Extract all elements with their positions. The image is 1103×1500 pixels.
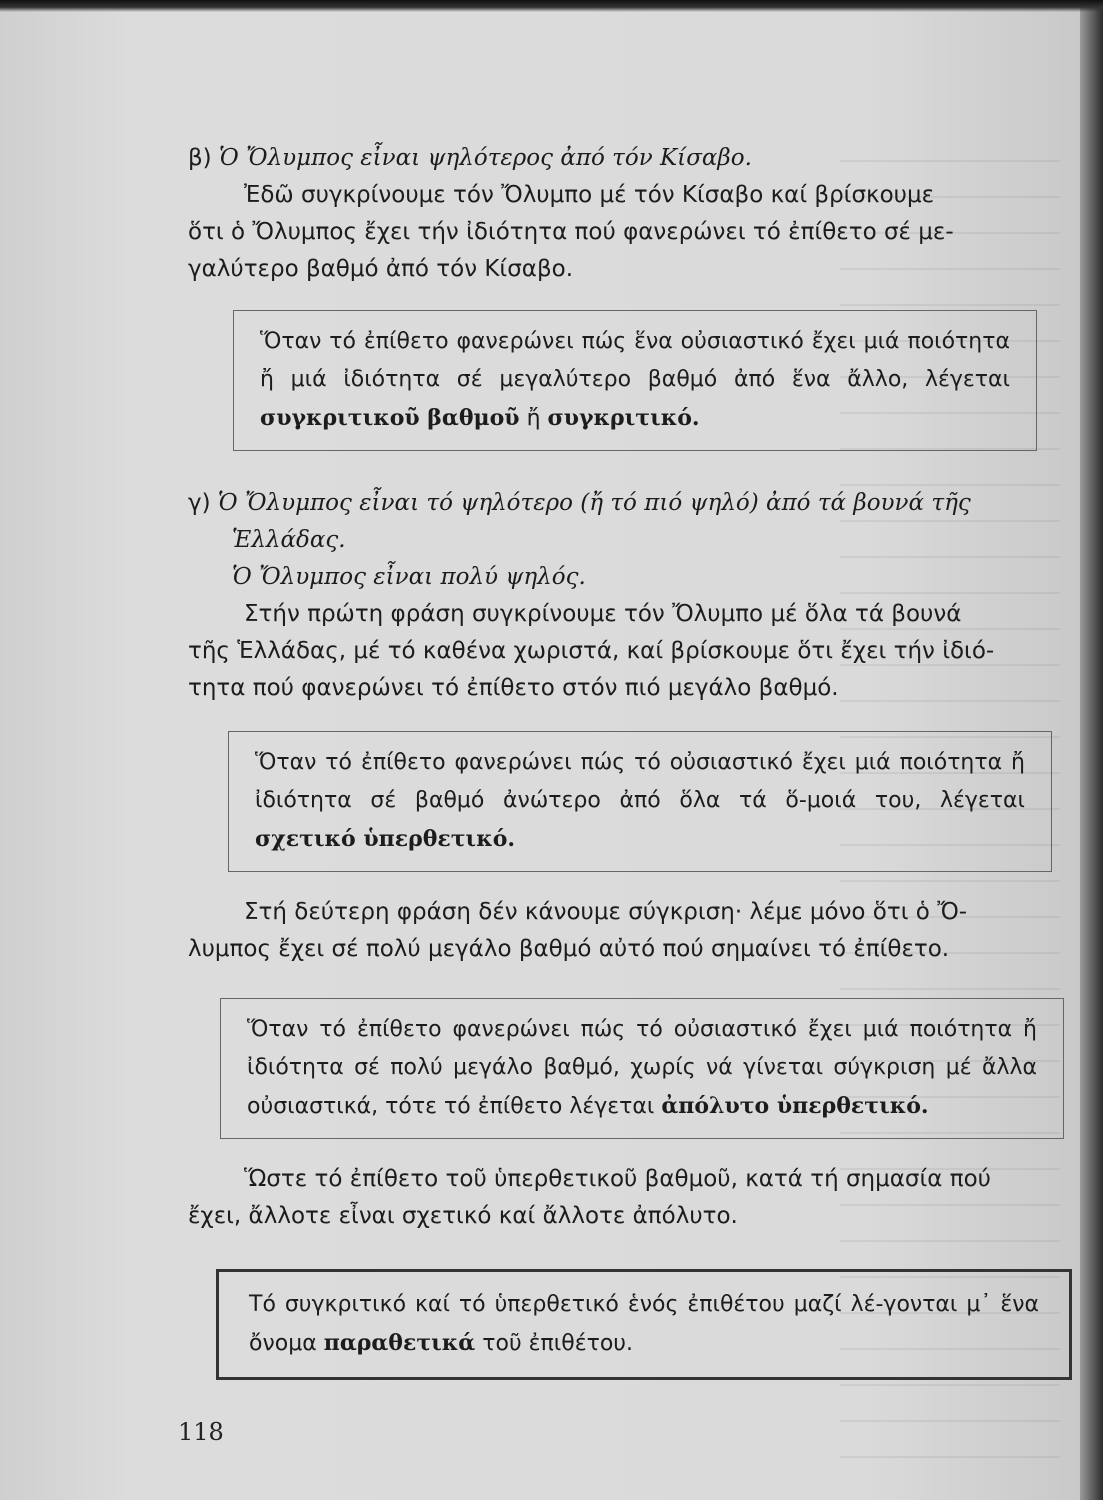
page-edge	[1080, 0, 1103, 1500]
section-b-line-2: ὅτι ὁ Ὄλυμπος ἔχει τήν ἰδιότητα πού φανερώνει τό ἐπίθετο σέ με-	[188, 219, 954, 245]
relative-superlative-term: σχετικό ὑπερθετικό.	[255, 826, 516, 852]
absolute-superlative-box	[220, 998, 1064, 1139]
comparative-term-2: συγκριτικό.	[547, 405, 700, 431]
page-content	[188, 140, 1068, 1380]
section-g-heading-line-1: Ὁ Ὄλυμπος εἶναι τό ψηλότερο (ἤ τό πιό ψηλό) ἀπό τά βουνά τῆς	[217, 490, 971, 516]
absolute-superlative-text: Ὅταν τό ἐπίθετο φανερώνει πώς τό οὐσιαστικό ἔχει μιά ποιότητα ἤ ἰδιότητα σέ πολύ μεγάλο βαθμό, χωρίς νά γίνεται σύγκριση μέ ἄλλα οὐσιαστικά, τότε τό ἐπίθετο λέγεται	[247, 1017, 1037, 1119]
conclusion-line-2: ἔχει, ἄλλοτε εἶναι σχετικό καί ἄλλοτε ἀπόλυτο.	[188, 1203, 738, 1229]
section-g-heading-line-2: Ἑλλάδας.	[232, 527, 346, 553]
relative-superlative-box	[228, 731, 1052, 872]
comparative-connector: ἤ	[526, 406, 541, 431]
section-g-line-3: τητα πού φανερώνει τό ἐπίθετο στόν πιό μεγάλο βαθμό.	[188, 675, 839, 701]
section-b-line-1: Ἐδῶ συγκρίνουμε τόν Ὄλυμπο μέ τόν Κίσαβο καί βρίσκουμε	[244, 182, 935, 208]
section-b-marker: β)	[188, 145, 212, 171]
degrees-of-comparison-after: τοῦ ἐπιθέτου.	[482, 1331, 634, 1356]
degrees-of-comparison-term: παραθετικά	[323, 1330, 476, 1356]
section-g-marker: γ)	[188, 490, 211, 516]
conclusion-line-1: Ὥστε τό ἐπίθετο τοῦ ὑπερθετικοῦ βαθμοῦ, κατά τή σημασία πού	[244, 1166, 991, 1192]
comparative-definition-box	[233, 310, 1037, 451]
absolute-superlative-term: ἀπόλυτο ὑπερθετικό.	[661, 1093, 929, 1119]
section-b-heading	[188, 140, 1068, 177]
section-g-line-1: Στήν πρώτη φράση συγκρίνουμε τόν Ὄλυμπο μέ ὅλα τά βουνά	[244, 601, 962, 627]
scan-top-shadow	[0, 0, 1103, 12]
section-g-heading-line-3: Ὁ Ὄλυμπος εἶναι πολύ ψηλός.	[232, 564, 586, 590]
comparative-definition-text: Ὅταν τό ἐπίθετο φανερώνει πώς ἕνα οὐσιαστικό ἔχει μιά ποιότητα ἤ μιά ἰδιότητα σέ μεγαλύτερο βαθμό ἀπό ἕνα ἄλλο, λέγεται	[260, 329, 1010, 392]
degrees-of-comparison-box	[216, 1269, 1072, 1380]
section-g-line-2: τῆς Ἑλλάδας, μέ τό καθένα χωριστά, καί βρίσκουμε ὅτι ἔχει τήν ἰδιό-	[188, 638, 995, 664]
comparative-term-1: συγκριτικοῦ βαθμοῦ	[260, 405, 520, 431]
second-phrase-line-2: λυμπος ἔχει σέ πολύ μεγάλο βαθμό αὐτό πού σημαίνει τό ἐπίθετο.	[188, 936, 950, 962]
section-b-heading-text: Ὁ Ὄλυμπος εἶναι ψηλότερος ἀπό τόν Κίσαβο.	[218, 145, 752, 171]
page-number: 118	[178, 1418, 224, 1446]
section-g-heading	[188, 485, 1068, 522]
degrees-of-comparison-text: Τό συγκριτικό καί τό ὑπερθετικό ἑνός ἐπιθέτου μαζί λέ-γονται μ᾿ ἕνα ὄνομα	[249, 1292, 1039, 1356]
second-phrase-line-1: Στή δεύτερη φράση δέν κάνουμε σύγκριση· λέμε μόνο ὅτι ὁ Ὄ-	[244, 899, 968, 925]
relative-superlative-text: Ὅταν τό ἐπίθετο φανερώνει πώς τό οὐσιαστικό ἔχει μιά ποιότητα ἤ ἰδιότητα σέ βαθμό ἀνώτερο ἀπό ὅλα τά ὅ-μοιά του, λέγεται	[255, 750, 1025, 813]
section-b-line-3: γαλύτερο βαθμό ἀπό τόν Κίσαβο.	[188, 256, 574, 282]
